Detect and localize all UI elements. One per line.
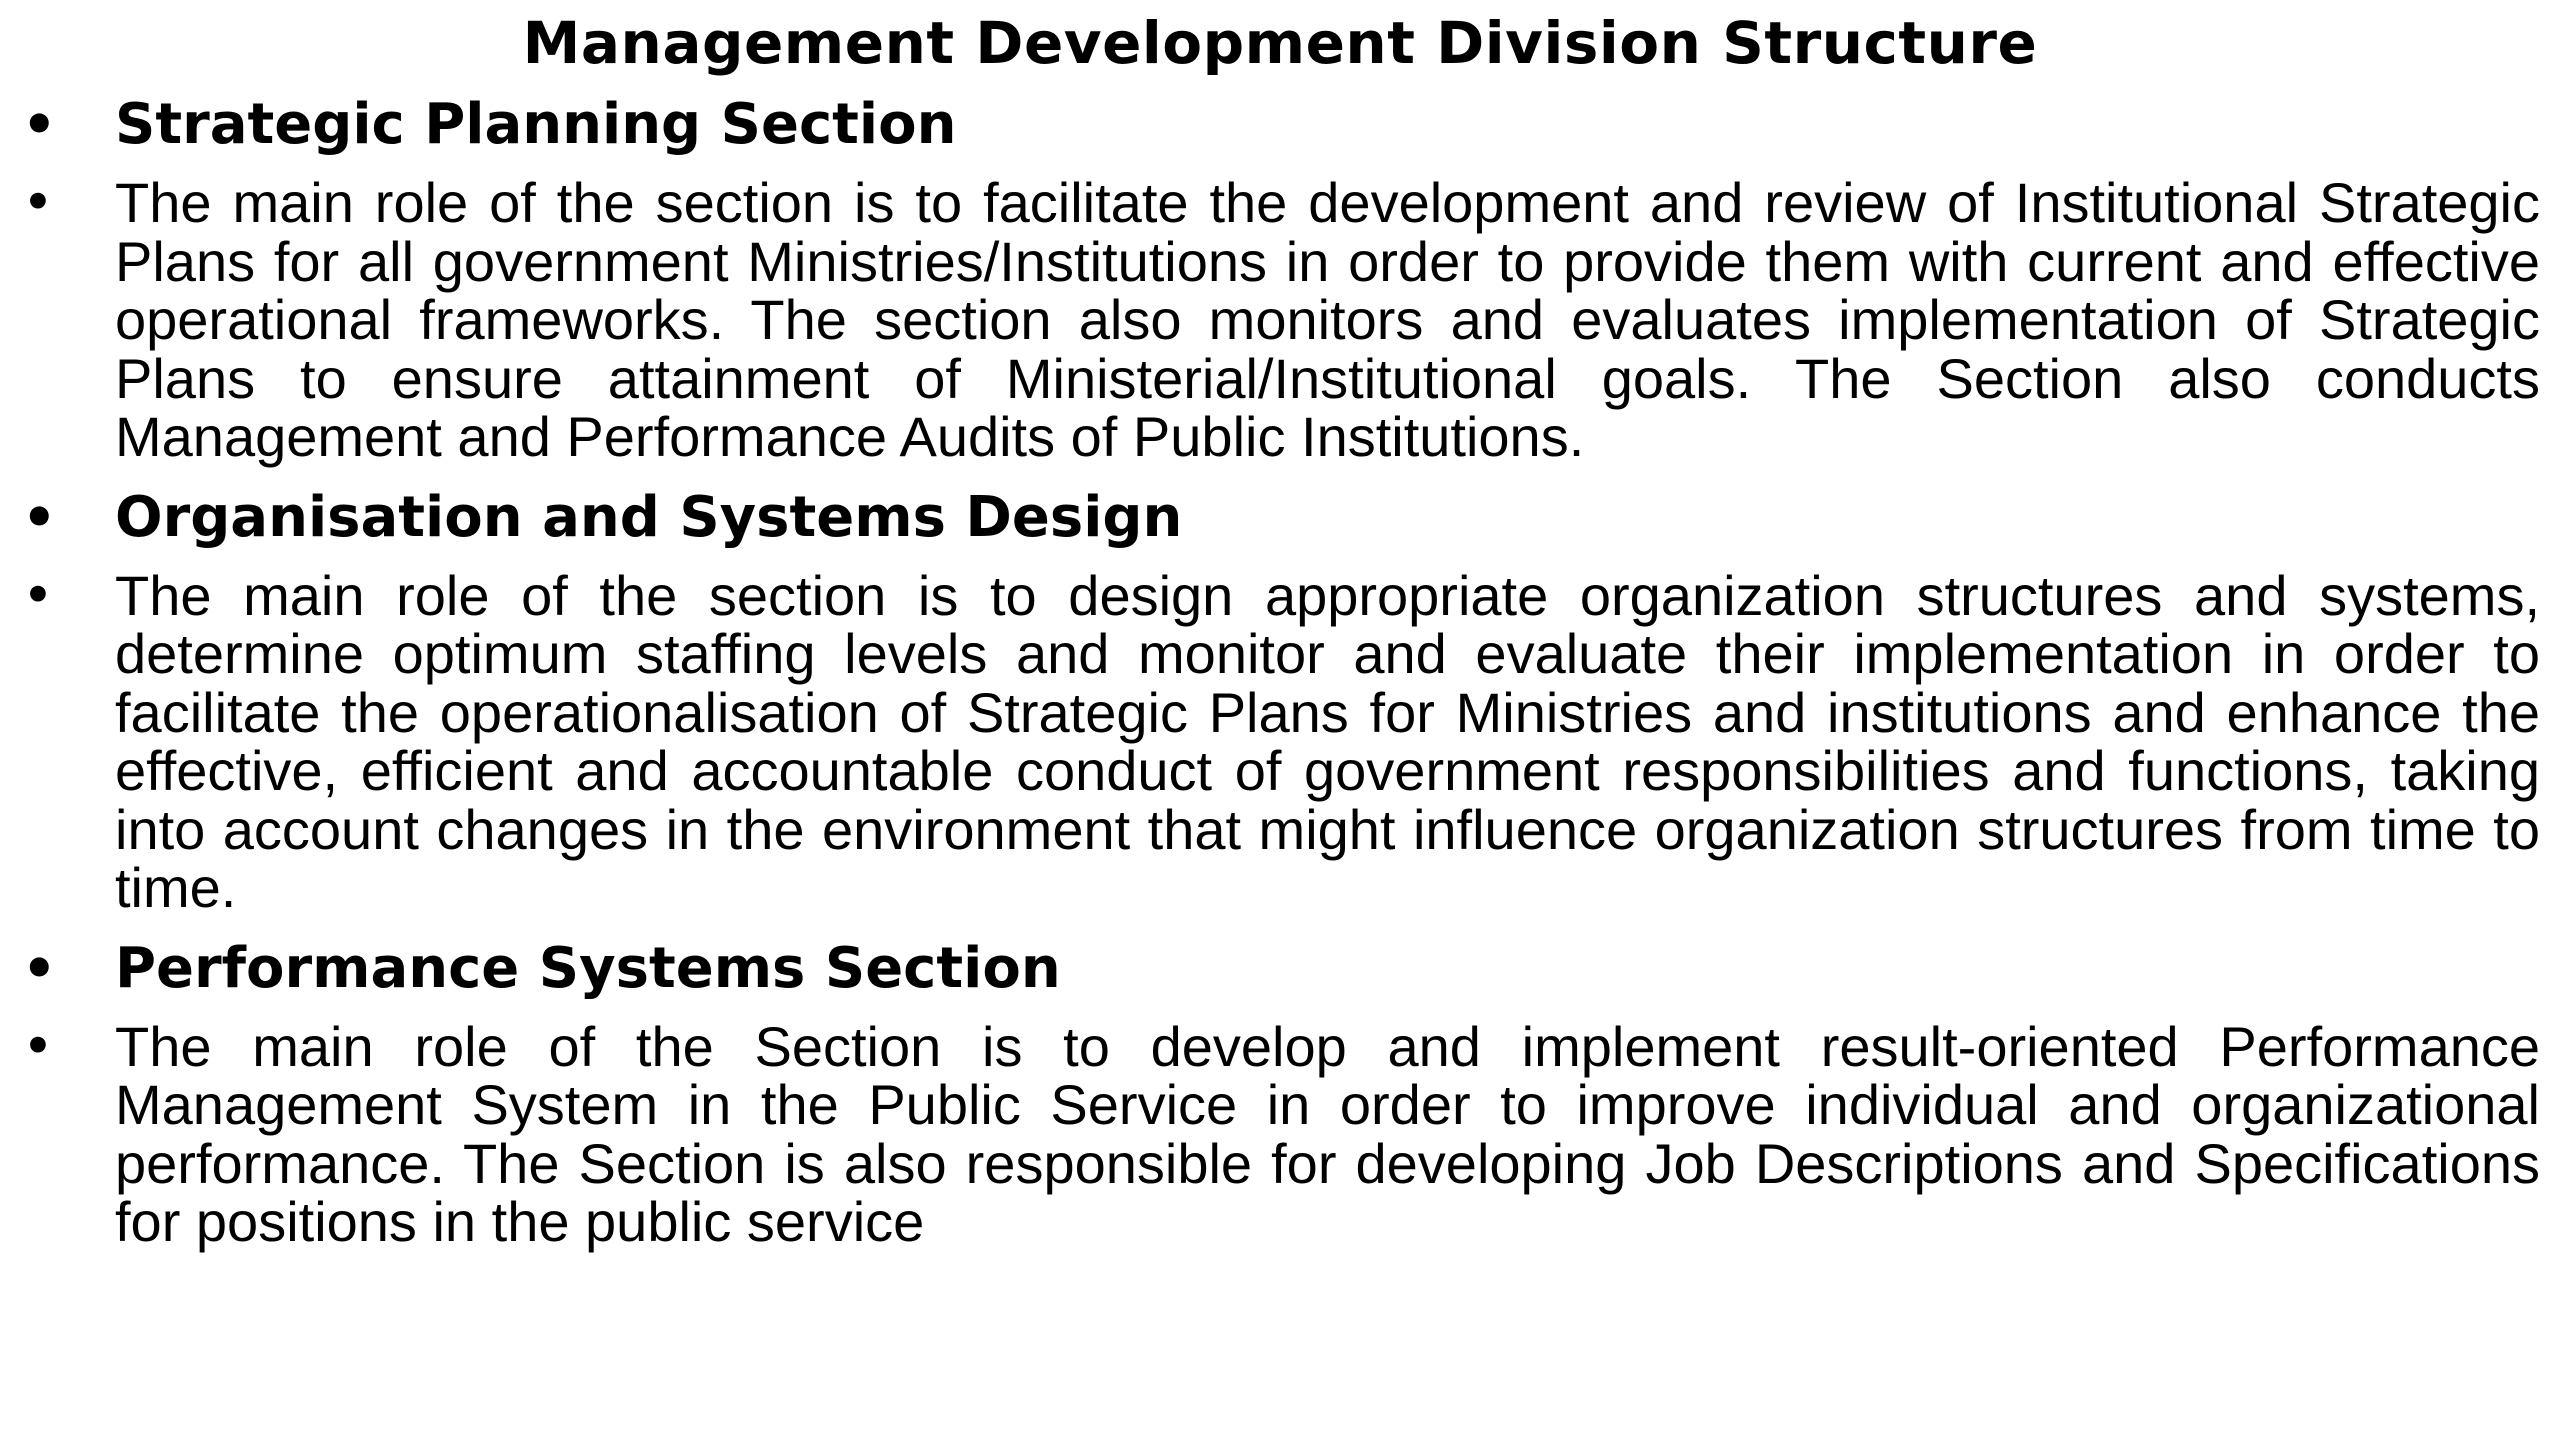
- bullet-icon: •: [22, 171, 54, 234]
- section-description-text: The main role of the section is to facilitate the development and review of Institutional Strategic Plans for all government Ministries/Institutions in order to provide them with current and effective operational frameworks. The section also monitors and evaluates implementation of Strategic Plans to ensure attainment of Ministerial/Institutional goals. The Section also conducts Management and Performance Audits of Public Institutions.: [115, 171, 2540, 468]
- bullet-icon: •: [22, 1014, 54, 1078]
- section-description-text: The main role of the section is to design appropriate organization structures and systems, determine optimum staffing levels and monitor and evaluate their implementation in order to facilitate the operationalisation of Strategic Plans for Ministries and institutions and enhance the effective, efficient and accountable conduct of government responsibilities and functions, taking into account changes in the environment that might influence organization structures from time to time.: [115, 563, 2540, 919]
- bullet-icon: •: [22, 563, 54, 627]
- bullet-icon: •: [22, 936, 57, 1000]
- section-description-performance-systems: [0, 1014, 2560, 1253]
- page-title: Management Development Division Structure: [522, 9, 2038, 77]
- section-heading-organisation-systems: [0, 485, 2560, 551]
- section-heading-strategic-planning: [0, 92, 2560, 158]
- section-description-text: The main role of the Section is to develop and implement result-oriented Performance Management System in the Public Service in order to improve individual and organizational performance. The Section is also responsible for developing Job Descriptions and Specifications for positions in the public service: [115, 1014, 2540, 1253]
- section-heading-text: Performance Systems Section: [115, 935, 1061, 1001]
- section-list: [0, 92, 2560, 1270]
- section-heading-performance-systems: [0, 936, 2560, 1002]
- section-description-strategic-planning: [0, 171, 2560, 468]
- bullet-icon: •: [22, 93, 57, 156]
- section-description-organisation-systems: [0, 563, 2560, 919]
- section-heading-text: Organisation and Systems Design: [115, 484, 1183, 550]
- section-heading-text: Strategic Planning Section: [115, 92, 957, 157]
- bullet-icon: •: [22, 485, 57, 549]
